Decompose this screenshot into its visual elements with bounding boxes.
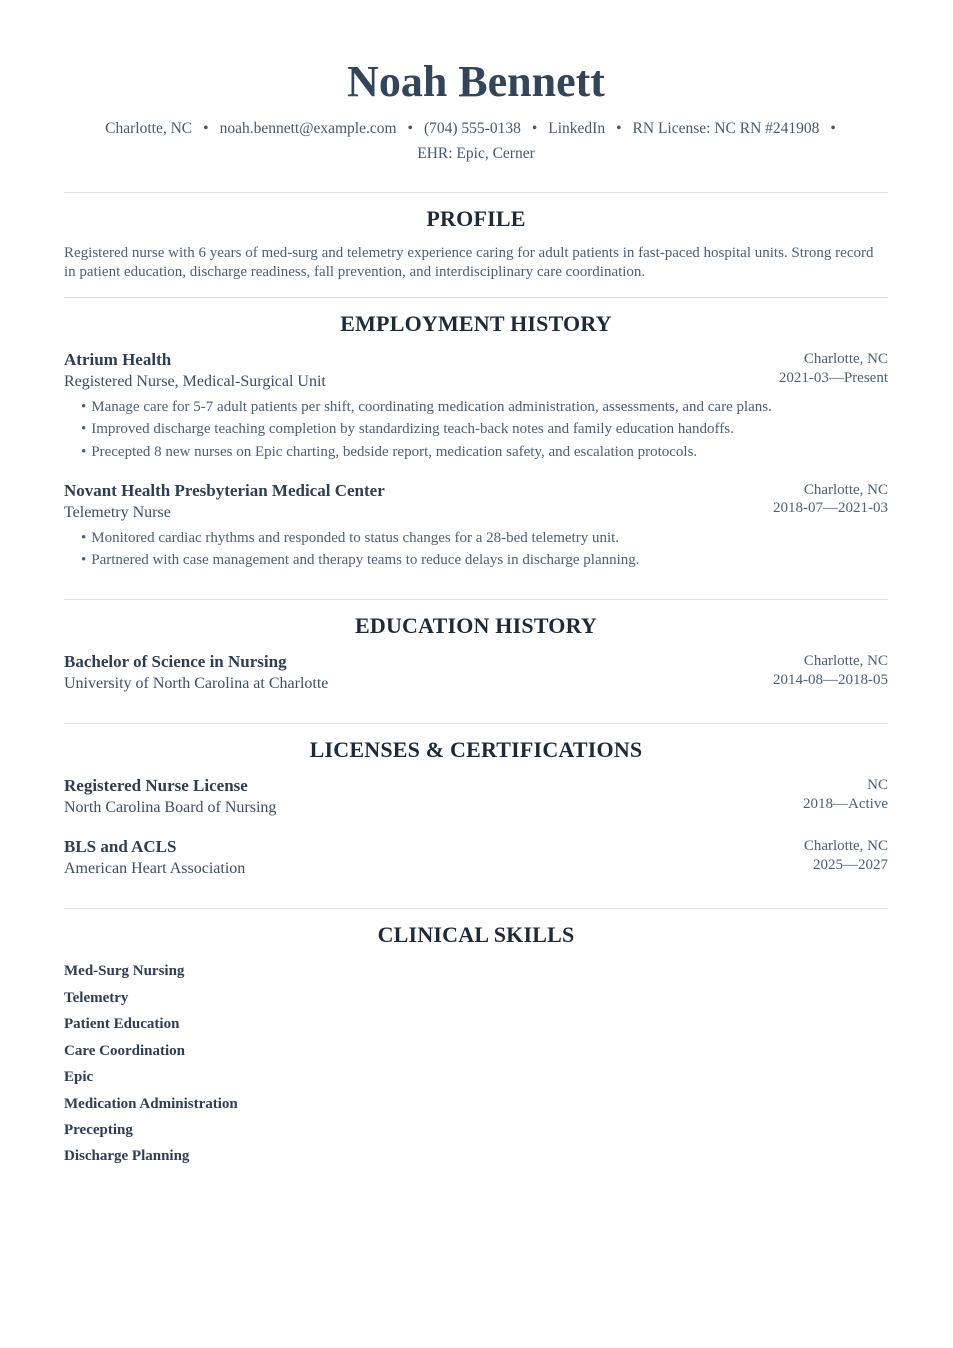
contact-location: Charlotte, NC (105, 120, 193, 137)
skill-item: Epic (64, 1069, 94, 1086)
license-location: NC (867, 777, 888, 794)
license-issuer: North Carolina Board of Nursing (64, 799, 277, 817)
contact-separator: • (203, 120, 209, 137)
license-entry (64, 775, 888, 819)
job-entry (64, 349, 888, 463)
skill-item: Discharge Planning (64, 1148, 190, 1165)
license-location: Charlotte, NC (803, 838, 888, 855)
job-location: Charlotte, NC (803, 481, 888, 498)
education-school: University of North Carolina at Charlotte (64, 675, 329, 693)
license-dates: 2025—2027 (813, 856, 888, 873)
contact-separator: • (531, 120, 538, 137)
skill-item: Telemetry (64, 989, 129, 1006)
education-location: Charlotte, NC (803, 653, 888, 670)
education-entry (64, 651, 888, 695)
skill-item: Patient Education (64, 1016, 180, 1033)
skill-item: Med-Surg Nursing (64, 963, 185, 980)
contact-separator: • (407, 120, 413, 137)
section-title-education: EDUCATION HISTORY (354, 613, 598, 639)
section-title-employment: EMPLOYMENT HISTORY (340, 311, 612, 336)
contact-rn-license: RN License: NC RN #241908 (632, 120, 820, 137)
job-entry (64, 480, 888, 572)
job-bullets (64, 527, 888, 572)
contact-line (64, 116, 888, 166)
skills-list (64, 958, 888, 1169)
employment-section (64, 297, 888, 599)
section-title-profile: PROFILE (426, 206, 526, 231)
contact-phone[interactable]: (704) 555-0138 (423, 120, 521, 137)
job-dates: 2021-03—Present (778, 369, 888, 386)
skill-item: Care Coordination (64, 1042, 185, 1059)
license-meta (803, 776, 888, 813)
license-dates: 2018—Active (803, 795, 888, 812)
job-bullets (64, 396, 888, 463)
job-bullet: • Partnered with case management and therapy teams to reduce delays in discharge planning. (81, 549, 888, 571)
job-meta (779, 350, 888, 387)
job-bullet: • Monitored cardiac rhythms and responded to status changes for a 28-bed telemetry unit. (81, 527, 888, 549)
contact-separator: • (830, 120, 836, 137)
job-role: Telemetry Nurse (64, 503, 171, 521)
contact-ehr: EHR: Epic, Cerner (417, 145, 535, 162)
license-issuer: American Heart Association (64, 860, 246, 878)
education-degree: Bachelor of Science in Nursing (64, 652, 287, 672)
job-bullet: • Improved discharge teaching completion by standardizing teach-back notes and family education handoffs. (81, 418, 888, 440)
contact-separator: • (616, 120, 622, 137)
education-section (64, 599, 888, 723)
section-title-licenses: LICENSES & CERTIFICATIONS (309, 737, 643, 763)
contact-linkedin-link[interactable]: LinkedIn (548, 120, 606, 137)
job-meta (773, 481, 888, 518)
profile-summary: Registered nurse with 6 years of med-surg and telemetry experience caring for adult patients in fast-paced hospital units. Strong record in patient education, discharge readiness, fall prevention, and interdisciplinary care coordination. (64, 245, 874, 280)
license-name: BLS and ACLS (64, 837, 177, 857)
contact-email[interactable]: noah.bennett@example.com (219, 120, 397, 137)
education-dates: 2014-08—2018-05 (773, 671, 888, 688)
job-location: Charlotte, NC (803, 351, 888, 367)
job-bullet: • Manage care for 5-7 adult patients per shift, coordinating medication administration, assessments, and care plans. (81, 396, 888, 418)
skill-item: Precepting (64, 1121, 133, 1138)
job-role: Registered Nurse, Medical-Surgical Unit (64, 373, 326, 390)
license-entry (64, 836, 888, 880)
license-meta (804, 837, 888, 874)
licenses-section (64, 723, 888, 908)
skill-item: Medication Administration (64, 1095, 238, 1112)
job-organization: Novant Health Presbyterian Medical Center (64, 480, 385, 500)
profile-section (64, 192, 888, 297)
job-organization: Atrium Health (64, 350, 172, 369)
candidate-name: Noah Bennett (347, 57, 605, 106)
job-bullet: • Precepted 8 new nurses on Epic charting, bedside report, medication safety, and escalation protocols. (81, 441, 888, 463)
license-name: Registered Nurse License (64, 776, 248, 796)
job-dates: 2018-07—2021-03 (773, 500, 888, 517)
section-title-skills: CLINICAL SKILLS (377, 922, 575, 948)
education-meta (773, 652, 888, 689)
skills-section (64, 908, 888, 1169)
